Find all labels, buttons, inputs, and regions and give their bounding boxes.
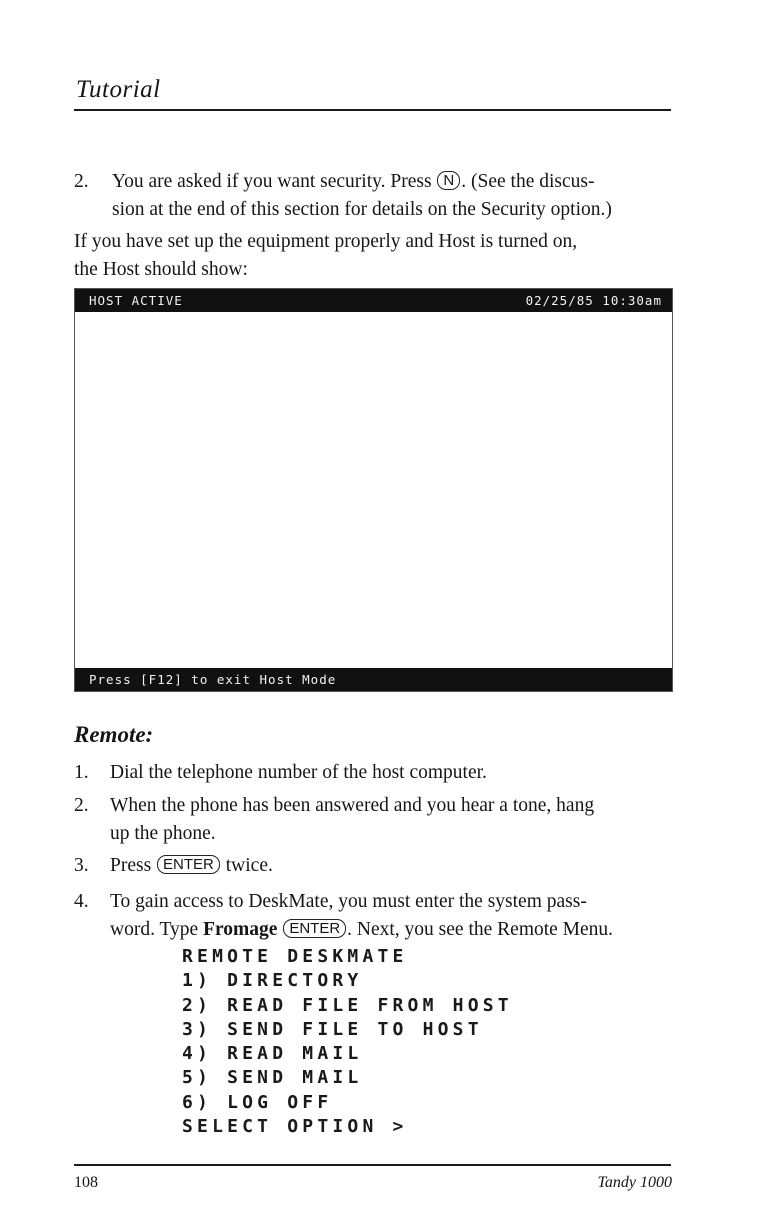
- step-text: To gain access to DeskMate, you must enter the system pass-: [110, 891, 587, 912]
- menu-item-read-file: 2) READ FILE FROM HOST: [182, 994, 513, 1016]
- intro-line1: If you have set up the equipment properly and Host is turned on,: [74, 231, 578, 252]
- menu-title: REMOTE DESKMATE: [182, 946, 408, 967]
- running-header: Tutorial: [76, 76, 161, 103]
- key-n: N: [437, 171, 460, 190]
- step-number: 1.: [74, 762, 89, 783]
- remote-menu: [182, 945, 513, 1139]
- exit-hint-text: Press [F12] to exit Host Mode: [89, 672, 337, 687]
- step-text: Dial the telephone number of the host computer.: [110, 762, 487, 783]
- key-enter: ENTER: [283, 919, 346, 938]
- menu-item-log-off: 6) LOG OFF: [182, 1091, 333, 1113]
- intro-line2: the Host should show:: [74, 259, 248, 280]
- intro-paragraph: [74, 228, 577, 284]
- step-number: 2.: [74, 171, 89, 192]
- step-text-line2: sion at the end of this section for details on the Security option.): [112, 199, 612, 220]
- security-step: [74, 168, 674, 224]
- book-title: Tandy 1000: [597, 1174, 672, 1191]
- menu-item-directory: 1) DIRECTORY: [182, 970, 363, 992]
- header-rule: [74, 109, 671, 111]
- remote-heading: Remote:: [74, 722, 154, 747]
- step-number: 2.: [74, 795, 89, 816]
- step-number: 4.: [74, 891, 89, 912]
- menu-prompt: SELECT OPTION >: [182, 1116, 408, 1138]
- step-text: When the phone has been answered and you hear a tone, hang: [110, 795, 595, 816]
- step-text-line2: up the phone.: [110, 823, 216, 844]
- exit-hint-bar: [75, 668, 672, 691]
- step-number: 3.: [74, 855, 89, 876]
- menu-item-read-mail: 4) READ MAIL: [182, 1043, 363, 1065]
- status-host-active: HOST ACTIVE: [89, 293, 183, 308]
- menu-item-send-mail: 5) SEND MAIL: [182, 1067, 363, 1089]
- key-enter: ENTER: [157, 855, 220, 874]
- step-text: You are asked if you want security. Press N . (See the discus-: [112, 171, 595, 192]
- password-text: Fromage: [203, 919, 278, 940]
- host-screen: [74, 288, 673, 692]
- menu-item-send-file: 3) SEND FILE TO HOST: [182, 1018, 483, 1040]
- step-text: Press ENTER twice.: [110, 855, 273, 876]
- status-bar: [75, 289, 672, 312]
- page-number: 108: [74, 1174, 98, 1191]
- footer-rule: [74, 1164, 671, 1166]
- status-datetime: 02/25/85 10:30am: [525, 293, 662, 308]
- step-text-line2: word. Type Fromage ENTER . Next, you see the Remote Menu.: [110, 919, 614, 940]
